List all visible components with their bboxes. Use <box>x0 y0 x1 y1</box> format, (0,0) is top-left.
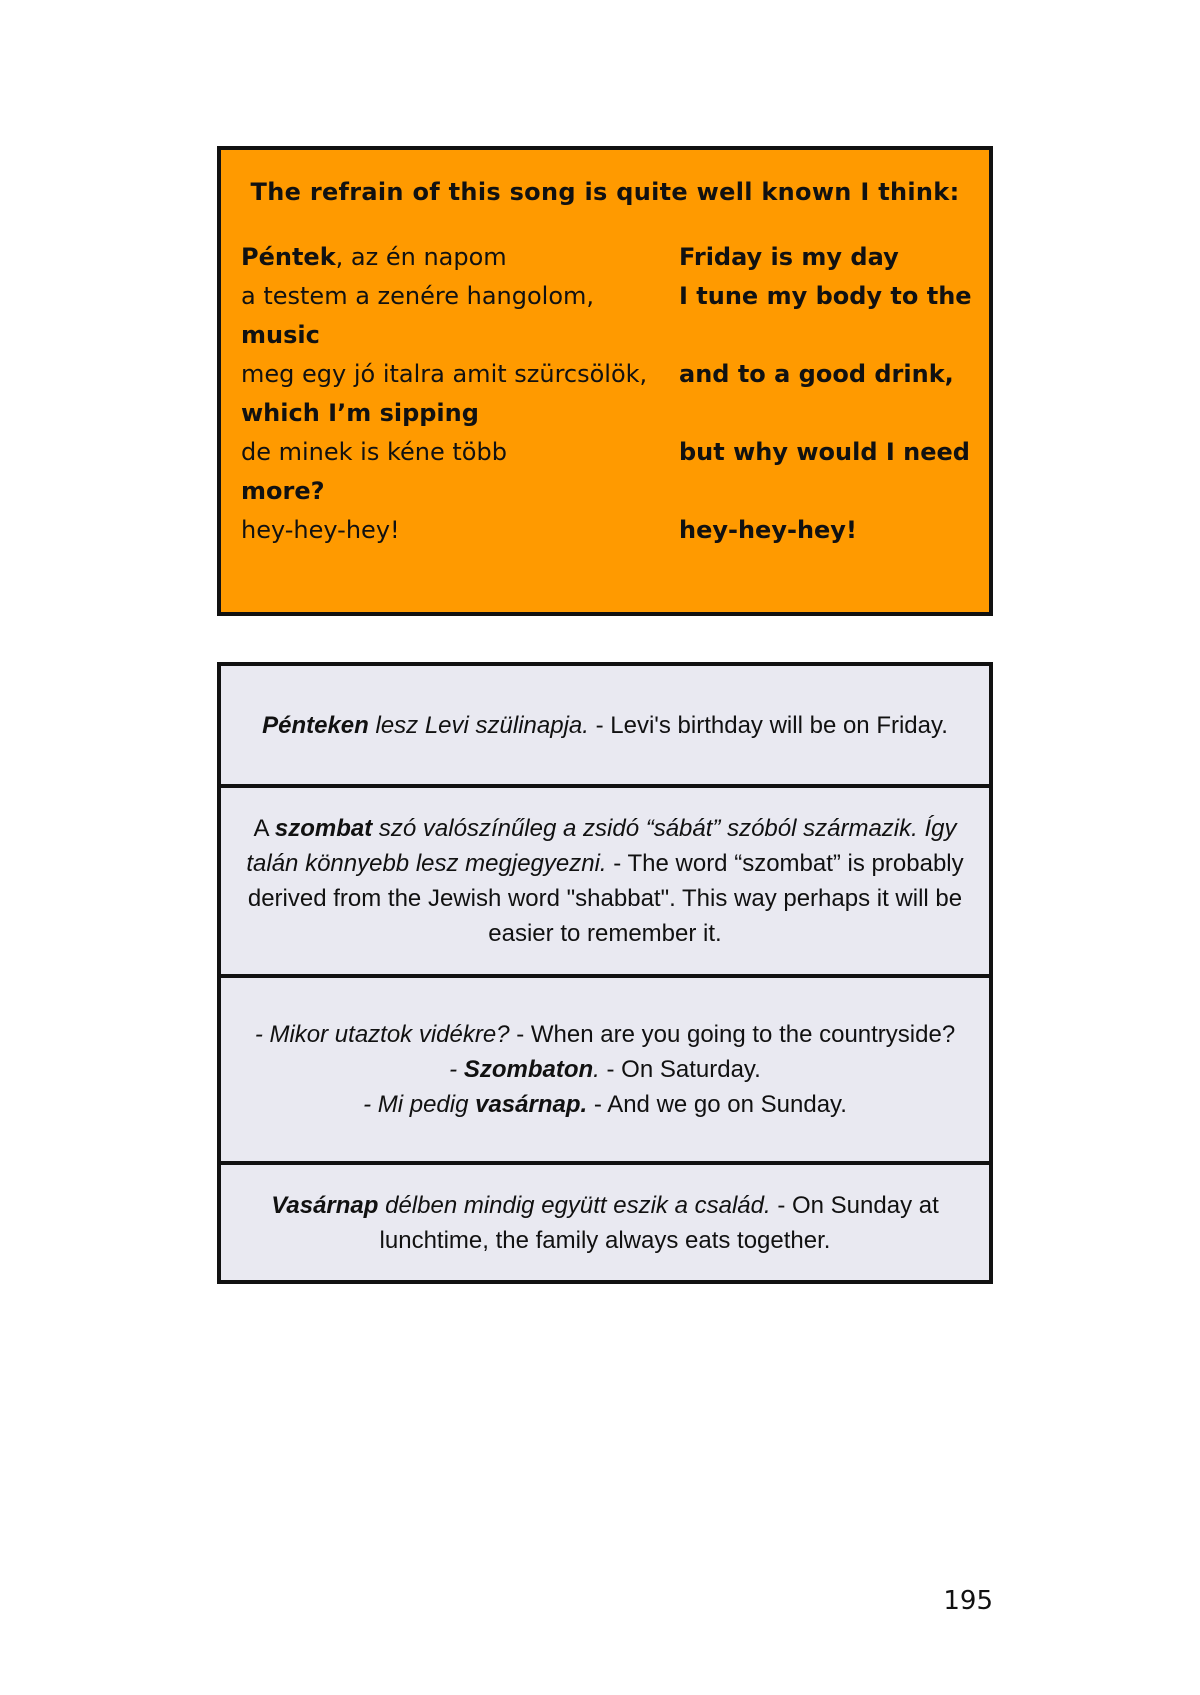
song-refrain-box <box>217 146 993 616</box>
note-sunday-english: - On Sunday at lunchtime, the family always eats together. <box>379 1191 939 1254</box>
hu-line-7: more? <box>241 477 325 505</box>
note-saturday-english: - The word “szombat” is probably derived from the Jewish word "shabbat". This way perhaps it will be easier to remember it. <box>247 850 964 947</box>
hu-line-4: meg egy jó italra amit szürcsölök, <box>241 360 648 388</box>
hu-line-3: music <box>241 321 320 349</box>
page-number: 195 <box>943 1586 993 1616</box>
en-line-4: but why would I need <box>679 438 970 466</box>
song-intro: The refrain of this song is quite well known I think: <box>250 178 960 206</box>
dialogue-line-3: - Mi pedig vasárnap. - And we go on Sunday. <box>363 1091 847 1118</box>
en-line-2: I tune my body to the <box>679 282 972 310</box>
example-sentences-table <box>217 662 993 1284</box>
note-friday <box>221 666 989 784</box>
note-friday-english: - Levi's birthday will be on Friday. <box>588 711 948 739</box>
note-saturday-keyword: szombat <box>274 815 373 842</box>
note-friday-hungarian: lesz Levi szülinapja. <box>368 711 589 739</box>
note-friday-keyword: Pénteken <box>262 711 369 739</box>
hu-line-1: Péntek, az én napom <box>241 243 507 271</box>
en-line-1: Friday is my day <box>679 243 899 271</box>
hu-line-6: de minek is kéne több <box>241 438 507 466</box>
en-line-5: hey-hey-hey! <box>679 516 857 544</box>
note-countryside-dialogue <box>221 974 989 1161</box>
dialogue-line-1: - Mikor utaztok vidékre? - When are you going to the countryside? <box>254 1021 956 1048</box>
en-line-3: and to a good drink, <box>679 360 954 388</box>
note-sunday-hungarian: délben mindig együtt eszik a család. <box>378 1191 771 1219</box>
hu-line-5: which I’m sipping <box>241 399 479 427</box>
hu-line-8: hey-hey-hey! <box>241 516 400 544</box>
note-sunday <box>221 1161 989 1280</box>
note-saturday-hungarian: szó valószínűleg a zsidó “sábát” szóból származik. Így talán könnyebb lesz megjegyezni. <box>246 815 957 877</box>
hu-line-2: a testem a zenére hangolom, <box>241 282 595 310</box>
dialogue-line-2: - Szombaton. - On Saturday. <box>449 1056 761 1083</box>
note-sunday-keyword: Vasárnap <box>271 1191 379 1219</box>
note-saturday-origin: A szombat szó valószínűleg a zsidó “sábát” szóból származik. Így talán könnyebb lesz megjegyezni. - The word “szombat” is probably derived from the Jewish word "shabbat". This way perhaps it will be easier to remember it. <box>221 784 989 974</box>
